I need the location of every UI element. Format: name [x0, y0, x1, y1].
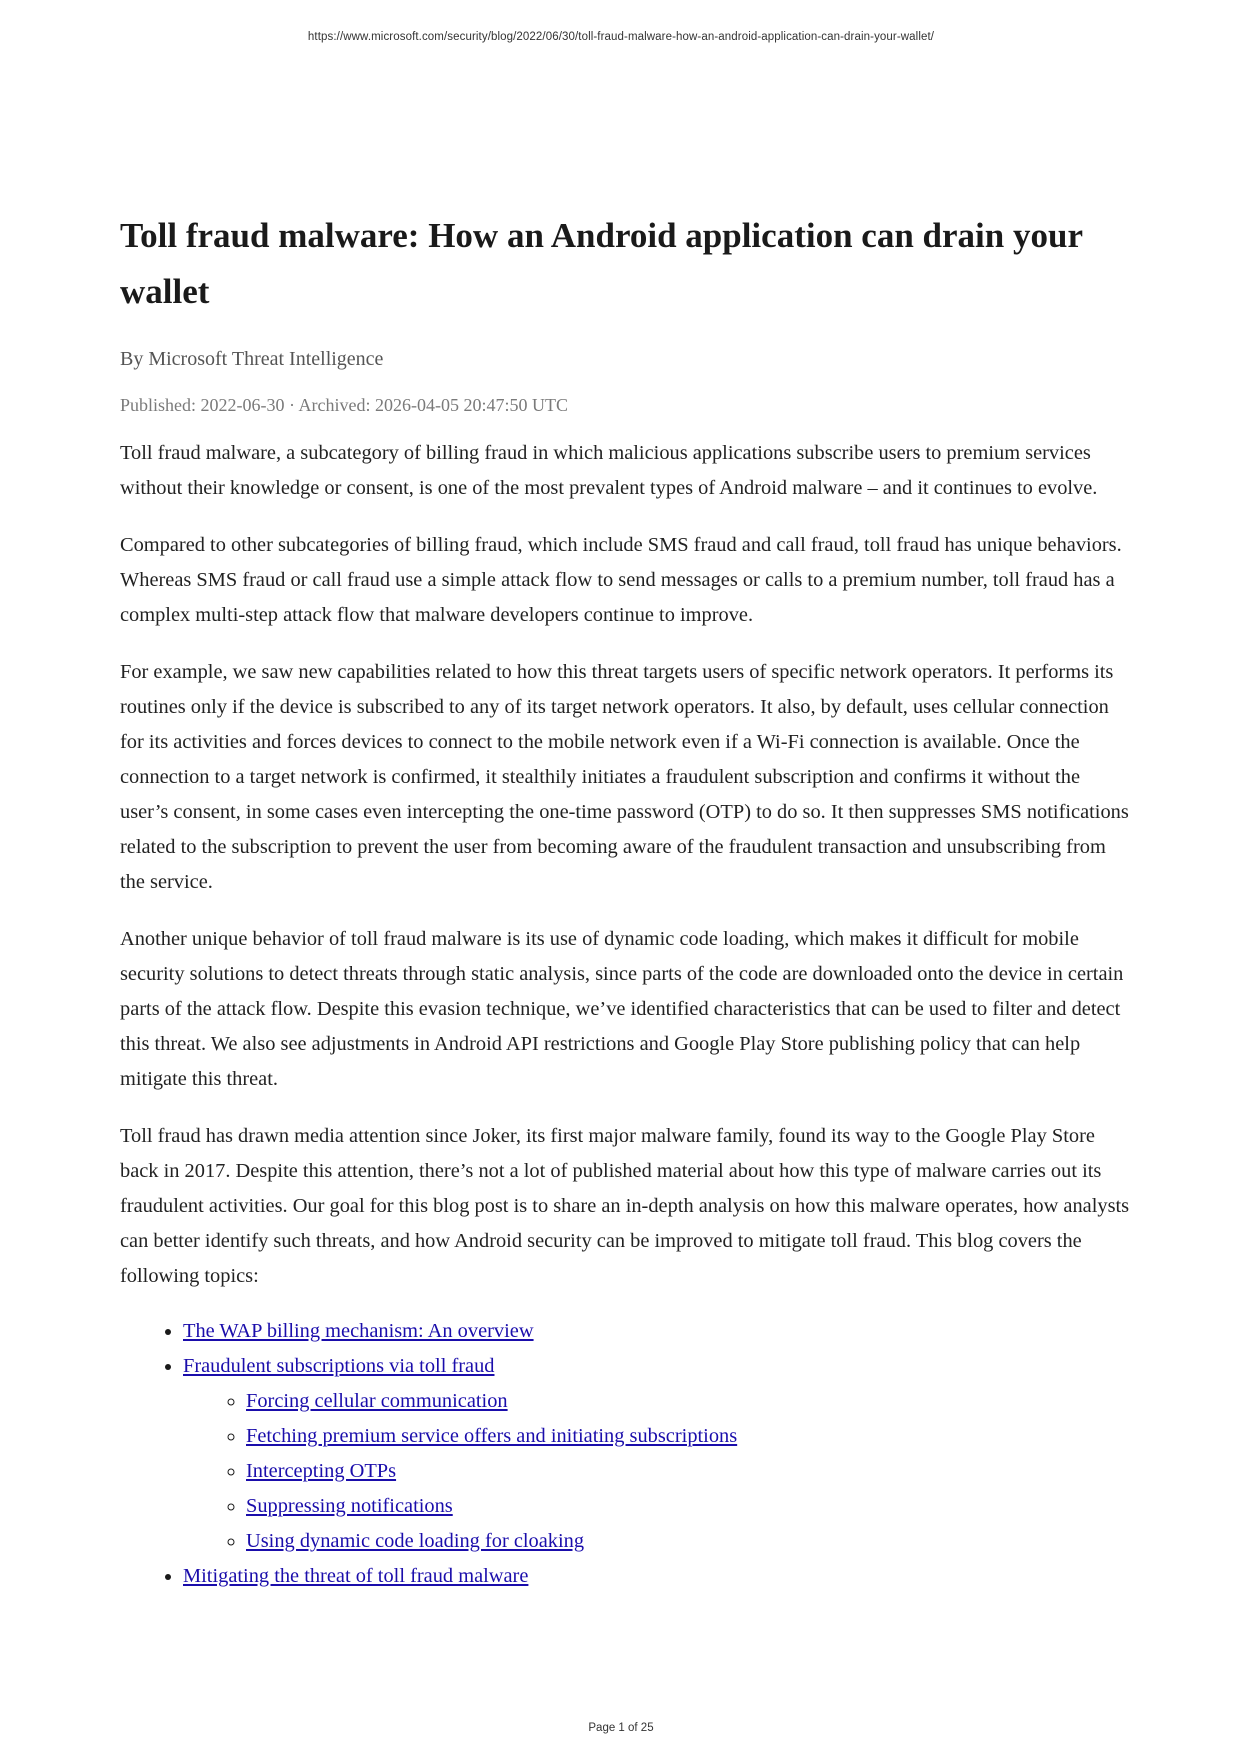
- topic-link-dynamic-code-loading[interactable]: Using dynamic code loading for cloaking: [246, 1530, 585, 1552]
- topic-link-forcing-cellular[interactable]: Forcing cellular communication: [246, 1390, 508, 1412]
- body-paragraph: For example, we saw new capabilities related to how this threat targets users of specific network operators. It performs its routines only if the device is subscribed to any of its target network operators. It also, by default, uses cellular connection for its activities and forces devices to connect to the mobile network even if a Wi-Fi connection is available. Once the connection to a target network is confirmed, it stealthily initiates a fraudulent subscription and confirms it without the user’s consent, in some cases even intercepting the one-time password (OTP) to do so. It then suppresses SMS notifications related to the subscription to prevent the user from becoming aware of the fraudulent transaction and unsubscribing from the service.: [120, 661, 1129, 893]
- topic-link-fraudulent-subscriptions[interactable]: Fraudulent subscriptions via toll fraud: [183, 1355, 495, 1377]
- list-item: [246, 1524, 1130, 1559]
- article: [120, 208, 1130, 1594]
- body-paragraph: Toll fraud has drawn media attention since Joker, its first major malware family, found its way to the Google Play Store back in 2017. Despite this attention, there’s not a lot of published material about how this type of malware carries out its fraudulent activities. Our goal for this blog post is to share an in-depth analysis on how this malware operates, how analysts can better identify such threats, and how Android security can be improved to mitigate toll fraud. This blog covers the following topics:: [120, 1125, 1130, 1287]
- topic-link-intercepting-otps[interactable]: Intercepting OTPs: [246, 1460, 397, 1482]
- topic-link-mitigating-threat[interactable]: Mitigating the threat of toll fraud malware: [183, 1565, 529, 1587]
- list-item: [246, 1489, 1130, 1524]
- page-number: Page 1 of 25: [588, 1722, 654, 1734]
- list-item: [246, 1454, 1130, 1489]
- topics-list: [120, 1314, 1130, 1594]
- article-meta: Published: 2022-06-30 · Archived: 2026-04-05 20:47:50 UTC: [120, 395, 568, 415]
- print-header-url: https://www.microsoft.com/security/blog/2022/06/30/toll-fraud-malware-how-an-android-application-can-drain-your-wallet/: [307, 31, 935, 43]
- body-paragraph: Compared to other subcategories of billing fraud, which include SMS fraud and call fraud, toll fraud has unique behaviors. Whereas SMS fraud or call fraud use a simple attack flow to send messages or calls to a premium number, toll fraud has a complex multi-step attack flow that malware developers continue to improve.: [120, 534, 1122, 626]
- list-item: [183, 1314, 1130, 1349]
- list-item: [183, 1349, 1130, 1559]
- list-item: [246, 1384, 1130, 1419]
- article-title: Toll fraud malware: How an Android application can drain your wallet: [120, 216, 1083, 311]
- list-item: [183, 1559, 1130, 1594]
- body-paragraph: Another unique behavior of toll fraud malware is its use of dynamic code loading, which makes it difficult for mobile security solutions to detect threats through static analysis, since parts of the code are downloaded onto the device in certain parts of the attack flow. Despite this evasion technique, we’ve identified characteristics that can be used to filter and detect this threat. We also see adjustments in Android API restrictions and Google Play Store publishing policy that can help mitigate this threat.: [120, 928, 1124, 1090]
- topic-link-fetching-offers[interactable]: Fetching premium service offers and initiating subscriptions: [246, 1425, 738, 1447]
- list-item: [246, 1419, 1130, 1454]
- topic-link-suppressing-notifications[interactable]: Suppressing notifications: [246, 1495, 453, 1517]
- body-paragraph: Toll fraud malware, a subcategory of billing fraud in which malicious applications subscribe users to premium services without their knowledge or consent, is one of the most prevalent types of Android malware – and it continues to evolve.: [120, 442, 1098, 499]
- topic-link-wap-billing[interactable]: The WAP billing mechanism: An overview: [183, 1320, 534, 1342]
- subtopics-list: [183, 1384, 1130, 1559]
- article-byline: By Microsoft Threat Intelligence: [120, 348, 384, 370]
